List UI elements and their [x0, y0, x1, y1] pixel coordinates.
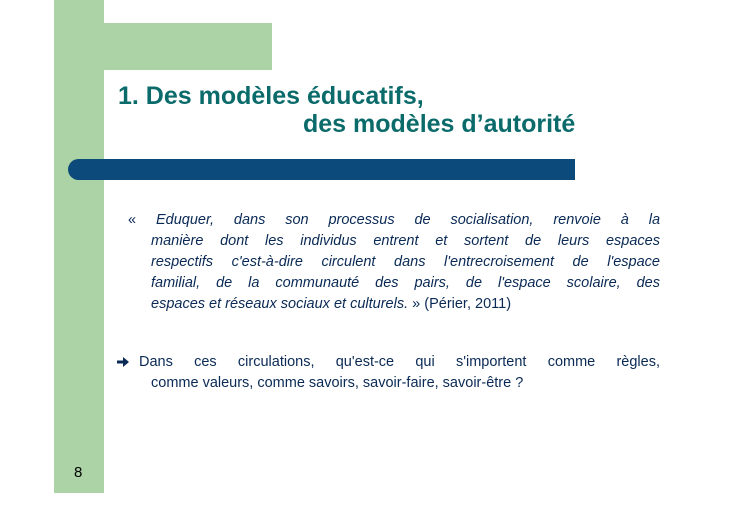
question-line-2: comme valeurs, comme savoirs, savoir-faire, savoir-être ?	[151, 375, 524, 391]
quote-line-3	[128, 252, 660, 273]
quote-block	[128, 210, 660, 315]
quote-line-5	[128, 294, 660, 315]
quote-line-4	[128, 273, 660, 294]
slide-number: 8	[74, 464, 83, 481]
quote-text-line: manière dont les individus entrent et sortent de leurs espaces	[151, 233, 660, 249]
quote-text-line: Eduquer, dans son processus de socialisation, renvoie à la	[155, 212, 661, 228]
quote-text-line: respectifs c'est-à-dire circulent dans l'entrecroisement de l'espace	[151, 254, 660, 270]
question-block	[139, 352, 660, 394]
quote-close-mark: »	[412, 296, 421, 312]
quote-citation: (Périer, 2011)	[424, 296, 512, 312]
slide-title-line1: 1. Des modèles éducatifs,	[118, 82, 424, 110]
title-divider-bar	[68, 159, 575, 180]
question-line-1: Dans ces circulations, qu'est-ce qui s'importent comme règles,	[139, 354, 660, 370]
quote-text-line: espaces et réseaux sociaux et culturels.	[151, 296, 409, 312]
quote-line-1	[128, 210, 660, 231]
quote-open-mark: «	[128, 212, 137, 228]
quote-line-2	[128, 231, 660, 252]
quote-text-line: familial, de la communauté des pairs, de l'espace scolaire, des	[151, 275, 660, 291]
arrow-right-icon	[115, 354, 131, 370]
slide-title-line2: des modèles d’autorité	[303, 110, 576, 138]
